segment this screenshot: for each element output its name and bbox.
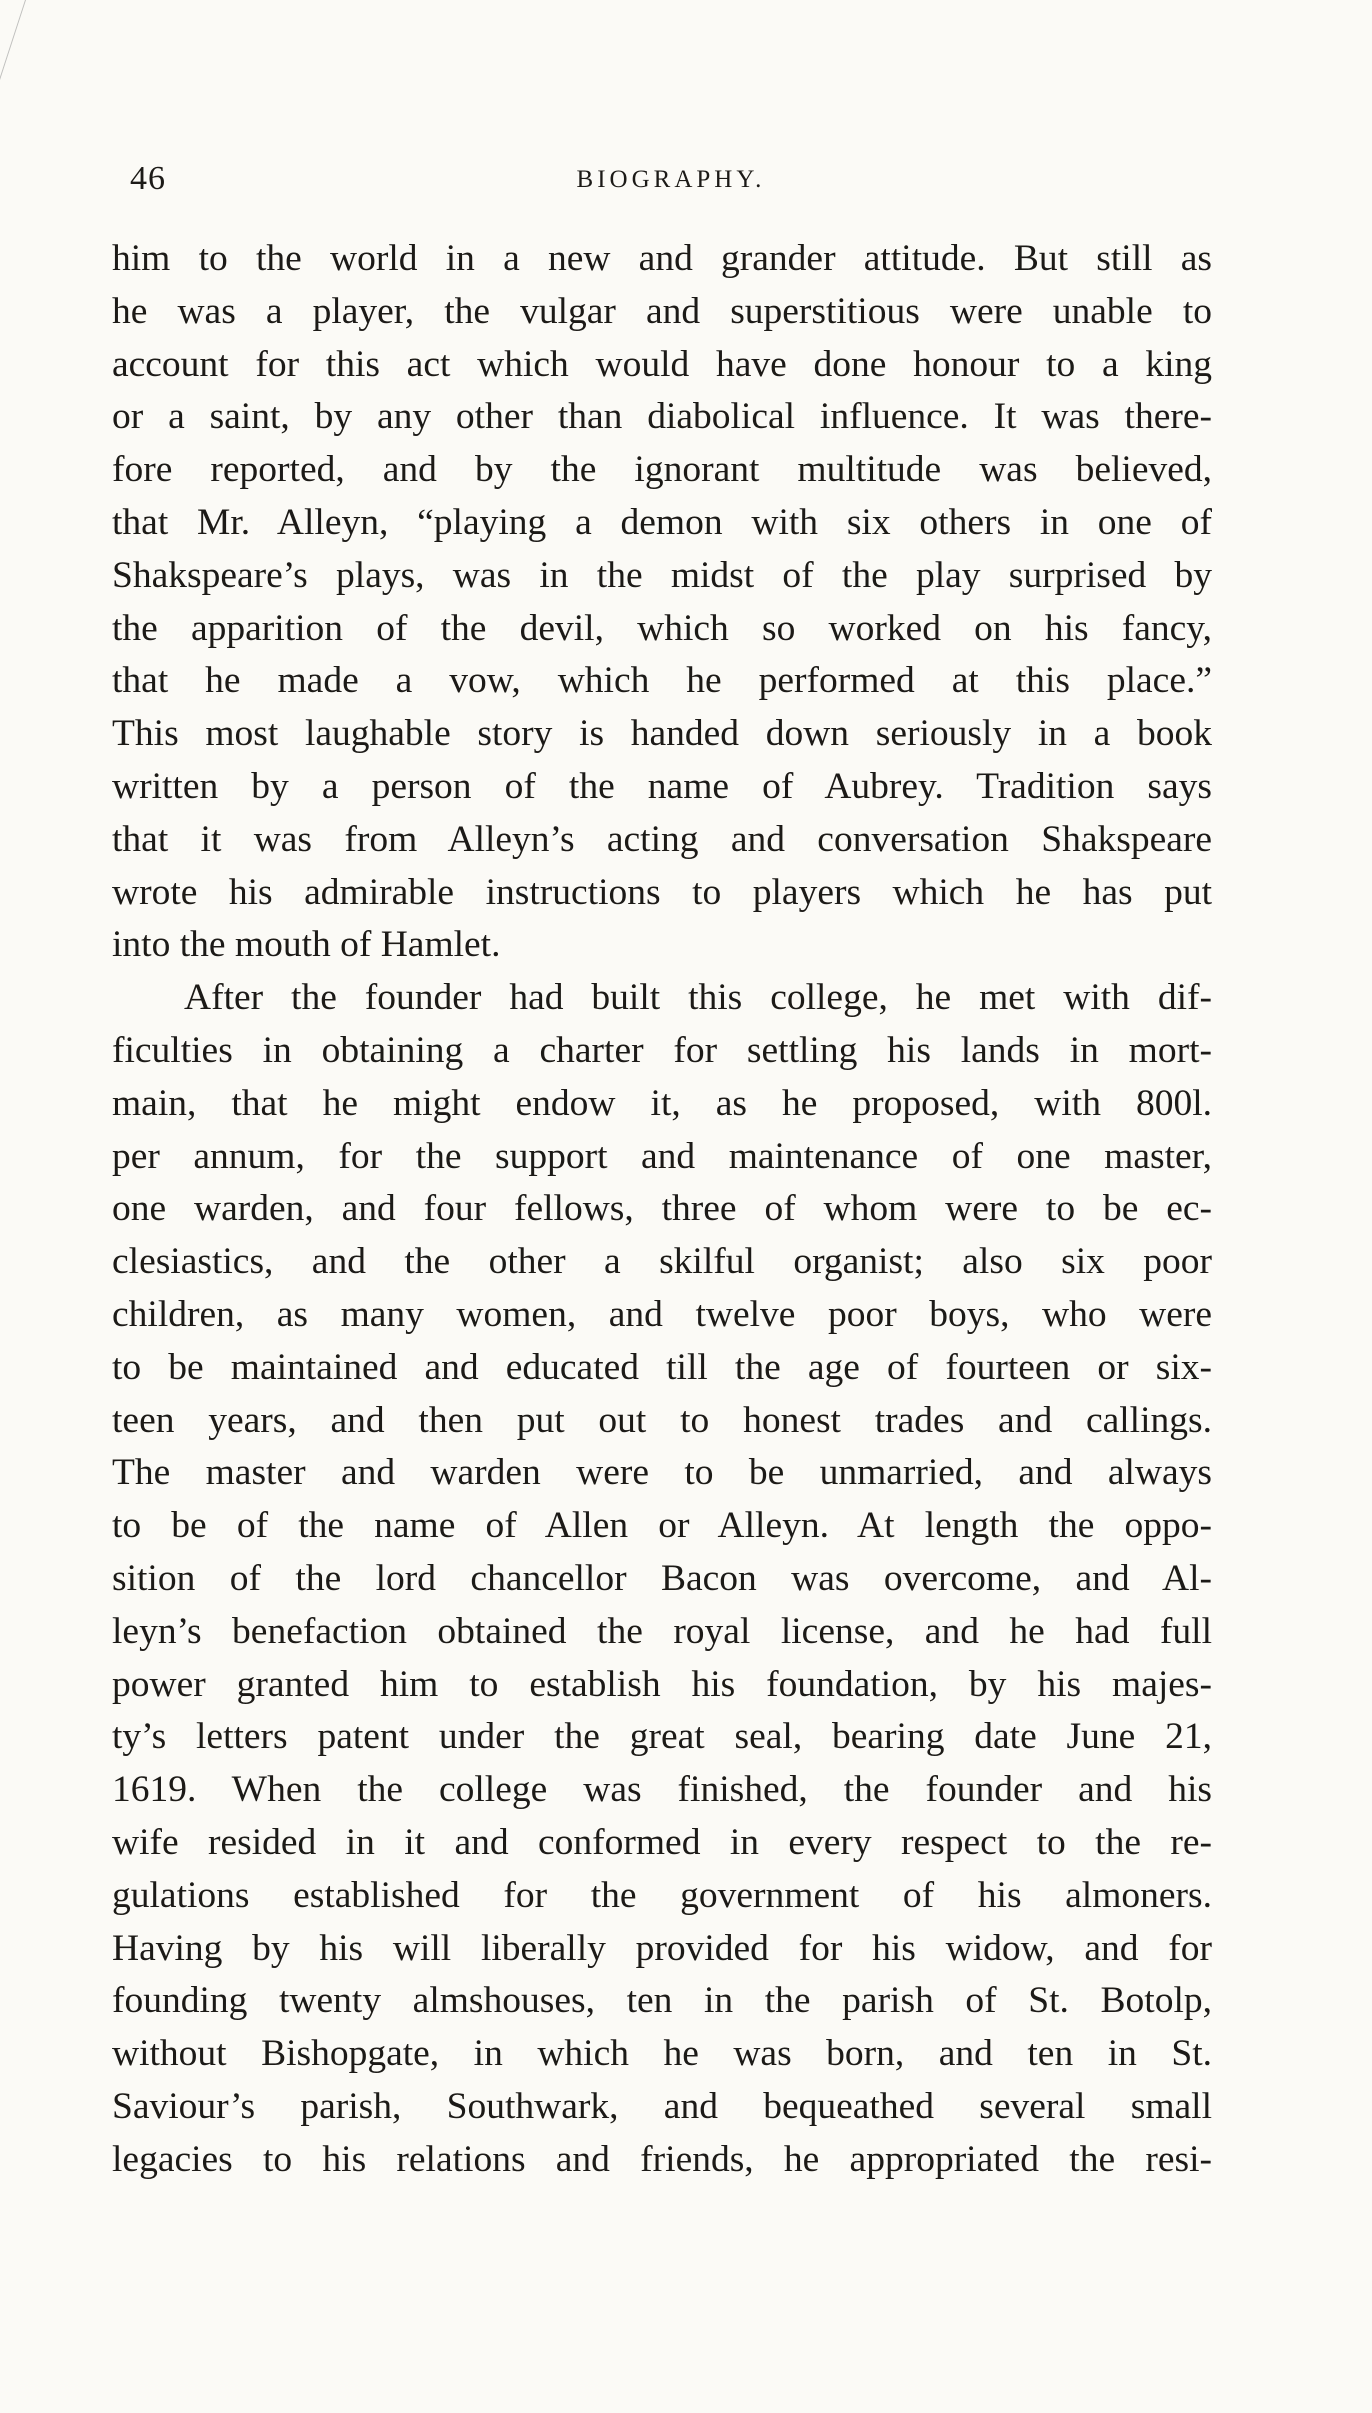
text-line: one warden, and four fellows, three of whom were to be ec-	[112, 1188, 1212, 1230]
text-line: that he made a vow, which he performed at this place.”	[112, 660, 1212, 702]
text-line: ty’s letters patent under the great seal, bearing date June 21,	[112, 1716, 1212, 1758]
text-line: gulations established for the government of his almoners.	[112, 1874, 1212, 1916]
text-line: per annum, for the support and maintenance of one master,	[112, 1135, 1212, 1177]
text-line: leyn’s benefaction obtained the royal license, and he had full	[112, 1610, 1212, 1652]
text-line: sition of the lord chancellor Bacon was overcome, and Al-	[112, 1557, 1212, 1599]
text-line: Shakspeare’s plays, was in the midst of the play surprised by	[112, 554, 1212, 596]
text-line: main, that he might endow it, as he proposed, with 800l.	[112, 1082, 1212, 1124]
text-line: This most laughable story is handed down seriously in a book	[112, 713, 1212, 755]
text-line: The master and warden were to be unmarried, and always	[112, 1452, 1212, 1494]
paragraph	[112, 233, 1212, 972]
text-line: After the founder had built this college, he met with dif-	[184, 977, 1212, 1019]
text-line: Saviour’s parish, Southwark, and bequeathed several small	[112, 2085, 1212, 2127]
body-text	[112, 233, 1212, 2186]
text-line: legacies to his relations and friends, he appropriated the resi-	[112, 2138, 1212, 2180]
text-line: that Mr. Alleyn, “playing a demon with six others in one of	[112, 501, 1212, 543]
page-header	[126, 160, 1216, 208]
text-line: to be of the name of Allen or Alleyn. At length the oppo-	[112, 1505, 1212, 1547]
text-line: wife resided in it and conformed in every respect to the re-	[112, 1821, 1212, 1863]
page-number: 46	[130, 160, 166, 197]
text-line: Having by his will liberally provided for his widow, and for	[112, 1927, 1212, 1969]
text-line: power granted him to establish his foundation, by his majes-	[112, 1663, 1212, 1705]
paragraph	[112, 972, 1212, 2186]
text-line: founding twenty almshouses, ten in the parish of St. Botolp,	[112, 1980, 1212, 2022]
text-line: teen years, and then put out to honest trades and callings.	[112, 1399, 1212, 1441]
text-line: the apparition of the devil, which so worked on his fancy,	[112, 607, 1212, 649]
running-title: BIOGRAPHY.	[576, 166, 766, 193]
text-line: clesiastics, and the other a skilful organist; also six poor	[112, 1241, 1212, 1283]
text-line: without Bishopgate, in which he was born, and ten in St.	[112, 2033, 1212, 2075]
text-line: to be maintained and educated till the age of fourteen or six-	[112, 1346, 1212, 1388]
text-line: or a saint, by any other than diabolical influence. It was there-	[112, 396, 1212, 438]
page-edge-mark	[0, 0, 26, 80]
text-line: fore reported, and by the ignorant multitude was believed,	[112, 449, 1212, 491]
text-line: children, as many women, and twelve poor boys, who were	[112, 1293, 1212, 1335]
text-line: written by a person of the name of Aubrey. Tradition says	[112, 765, 1212, 807]
text-line: wrote his admirable instructions to players which he has put	[112, 871, 1212, 913]
text-line: account for this act which would have done honour to a king	[112, 343, 1212, 385]
text-line: into the mouth of Hamlet.	[112, 924, 501, 966]
text-line: 1619. When the college was finished, the founder and his	[112, 1769, 1212, 1811]
text-line: ficulties in obtaining a charter for settling his lands in mort-	[112, 1029, 1212, 1071]
text-line: that it was from Alleyn’s acting and conversation Shakspeare	[112, 818, 1212, 860]
text-line: him to the world in a new and grander attitude. But still as	[112, 238, 1212, 279]
text-line: he was a player, the vulgar and superstitious were unable to	[112, 290, 1212, 332]
